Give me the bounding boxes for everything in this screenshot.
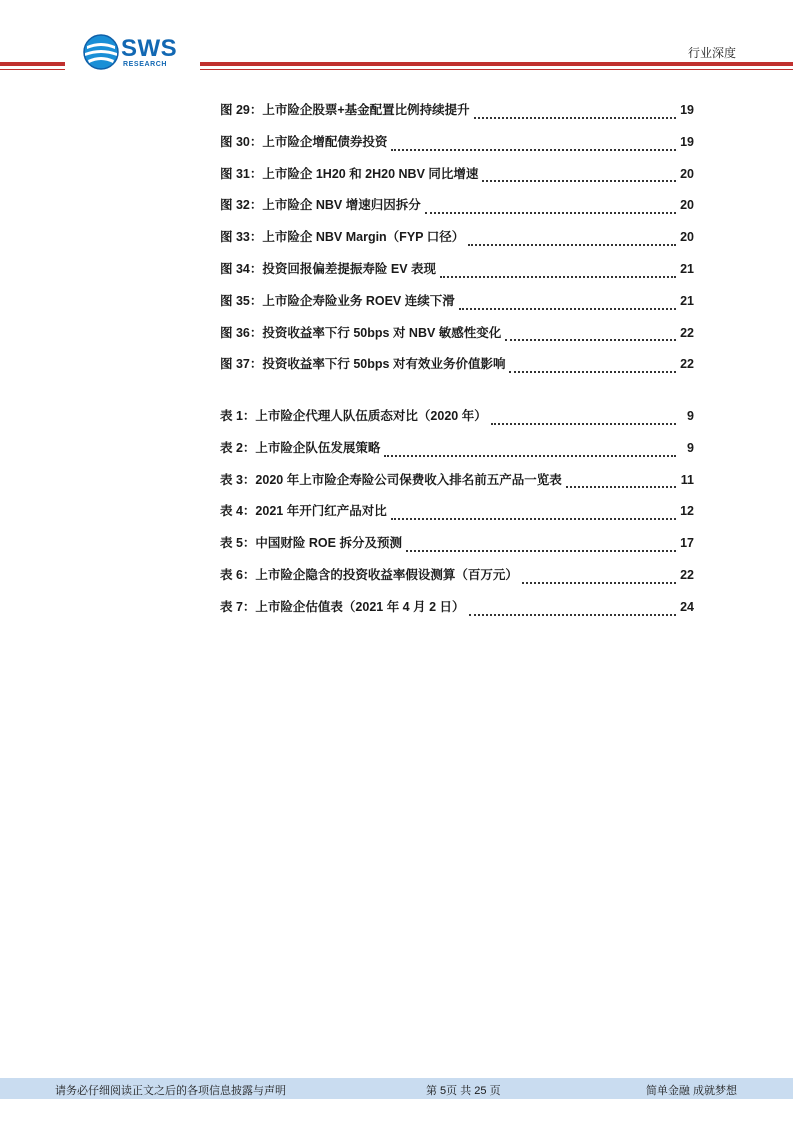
toc-leader — [384, 445, 676, 457]
toc-entry-label: 图 35：上市险企寿险业务 ROEV 连续下滑 — [220, 293, 455, 308]
toc-leader — [440, 266, 676, 278]
sws-globe-icon — [83, 34, 119, 70]
toc-entry[interactable] — [220, 130, 694, 162]
table-list — [220, 404, 694, 627]
toc-entry[interactable] — [220, 404, 694, 436]
report-category: 行业深度 — [687, 46, 736, 60]
toc-entry-label: 图 37：投资收益率下行 50bps 对有效业务价值影响 — [220, 357, 506, 372]
toc-entry-page: 12 — [680, 504, 694, 519]
toc-leader — [406, 540, 676, 552]
toc-entry-label: 图 31：上市险企 1H20 和 2H20 NBV 同比增速 — [220, 166, 479, 181]
toc-entry-label: 表 6：上市险企隐含的投资收益率假设测算（百万元） — [220, 567, 518, 582]
toc-entry-label: 图 29：上市险企股票+基金配置比例持续提升 — [220, 103, 470, 117]
footer-slogan: 简单金融 成就梦想 — [645, 1085, 737, 1097]
header-rule — [200, 62, 793, 66]
logo-subtitle: RESEARCH — [123, 61, 168, 68]
toc-entry-label: 表 3：2020 年上市险企寿险公司保费收入排名前五产品一览表 — [220, 472, 562, 487]
toc-entry[interactable] — [220, 531, 694, 563]
toc-entry-page: 20 — [680, 198, 694, 213]
header-rule — [0, 62, 65, 66]
toc-entry-label: 图 36：投资收益率下行 50bps 对 NBV 敏感性变化 — [220, 325, 502, 340]
toc-leader — [522, 572, 676, 584]
toc-leader — [391, 139, 676, 151]
toc-entry-page: 20 — [680, 230, 694, 245]
toc-entry-label: 表 5：中国财险 ROE 拆分及预测 — [220, 536, 402, 551]
toc-entry[interactable] — [220, 352, 694, 384]
toc-entry-page: 19 — [680, 103, 694, 117]
toc-leader — [505, 329, 676, 341]
toc-entry[interactable] — [220, 257, 694, 289]
toc-entry-page: 11 — [680, 472, 694, 487]
toc-entry-page: 9 — [687, 440, 694, 455]
toc-entry[interactable] — [220, 225, 694, 257]
header-rule — [0, 69, 65, 70]
toc-entry-page: 22 — [680, 357, 694, 372]
toc-entry[interactable] — [220, 563, 694, 595]
toc-entry[interactable] — [220, 162, 694, 194]
footer-disclaimer: 请务必仔细阅读正文之后的各项信息披露与声明 — [55, 1085, 286, 1097]
page-footer — [0, 1078, 793, 1099]
toc-entry[interactable] — [220, 468, 694, 500]
toc-entry-label: 表 1：上市险企代理人队伍质态对比（2020 年） — [220, 409, 487, 423]
toc-leader — [474, 107, 676, 119]
toc-leader — [509, 361, 676, 373]
toc-entry-label: 表 4：2021 年开门红产品对比 — [220, 504, 387, 519]
toc-leader — [469, 604, 676, 616]
toc-entry[interactable] — [220, 436, 694, 468]
toc-entry-page: 17 — [680, 536, 694, 551]
toc-entry-page: 24 — [680, 599, 694, 614]
toc-leader — [468, 234, 676, 246]
toc-entry-page: 9 — [687, 409, 694, 423]
toc-leader — [459, 298, 676, 310]
figure-list — [220, 98, 694, 384]
toc-entry[interactable] — [220, 499, 694, 531]
toc-entry[interactable] — [220, 595, 694, 627]
page-number: 第 5页 共 25 页 — [426, 1085, 501, 1097]
toc-leader — [491, 413, 676, 425]
toc-entry-label: 图 33：上市险企 NBV Margin（FYP 口径） — [220, 230, 465, 245]
toc-entry-page: 21 — [680, 261, 694, 276]
toc-leader — [425, 202, 676, 214]
toc-entry[interactable] — [220, 193, 694, 225]
toc-entry-page: 20 — [680, 166, 694, 181]
toc-entry-label: 表 2：上市险企队伍发展策略 — [220, 440, 381, 455]
toc-entry-page: 22 — [680, 567, 694, 582]
toc-leader — [566, 476, 676, 488]
toc-entry-label: 图 34：投资回报偏差提振寿险 EV 表现 — [220, 261, 436, 276]
sws-logo — [83, 34, 193, 72]
header-rule — [200, 69, 793, 70]
toc-entry[interactable] — [220, 289, 694, 321]
toc-leader — [391, 508, 676, 520]
logo-name: SWS — [121, 35, 178, 62]
toc-entry[interactable] — [220, 321, 694, 353]
toc-entry-label: 图 32：上市险企 NBV 增速归因拆分 — [220, 198, 421, 213]
toc-entry-label: 图 30：上市险企增配债券投资 — [220, 134, 388, 149]
toc-leader — [482, 170, 676, 182]
toc-entry-page: 22 — [680, 325, 694, 340]
toc-entry-page: 21 — [680, 293, 694, 308]
toc-entry-page: 19 — [680, 134, 694, 149]
toc-entry[interactable] — [220, 98, 694, 130]
toc-entry-label: 表 7：上市险企估值表（2021 年 4 月 2 日） — [220, 599, 465, 614]
